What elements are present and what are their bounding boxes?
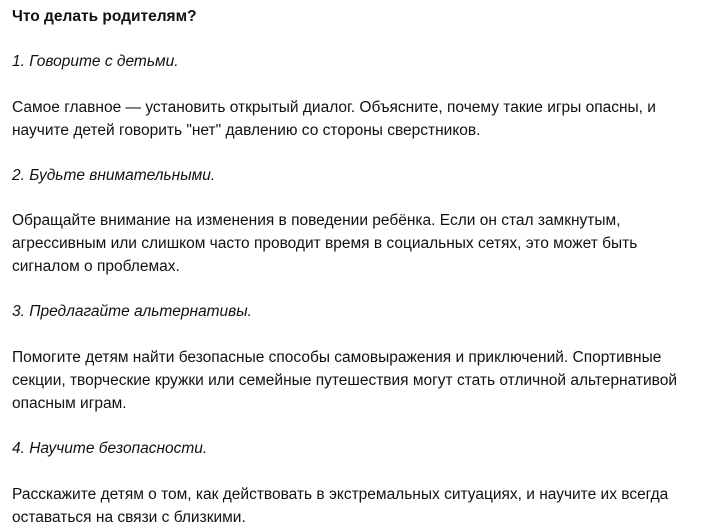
paragraph-line: агрессивным или слишком часто проводит время в социальных сетях, это может быть	[12, 235, 638, 252]
paragraph-line: опасным играм.	[12, 395, 127, 412]
paragraph-talk	[12, 96, 712, 142]
paragraph-line: оставаться на связи с близкими.	[12, 509, 246, 526]
paragraph-line: Обращайте внимание на изменения в поведении ребёнка. Если он стал замкнутым,	[12, 212, 621, 229]
paragraph-line: Самое главное — установить открытый диалог. Объясните, почему такие игры опасны, и	[12, 99, 656, 116]
paragraph-line: секции, творческие кружки или семейные путешествия могут стать отличной альтернативой	[12, 372, 677, 389]
paragraph-line: Помогите детям найти безопасные способы самовыражения и приключений. Спортивные	[12, 349, 662, 366]
subheading-attentive: 2. Будьте внимательными.	[12, 167, 216, 184]
paragraph-safety	[12, 483, 712, 529]
paragraph-attentive	[12, 209, 712, 278]
subheading-alternatives: 3. Предлагайте альтернативы.	[12, 303, 252, 320]
paragraph-alternatives	[12, 346, 712, 415]
paragraph-line: Расскажите детям о том, как действовать в экстремальных ситуациях, и научите их всегда	[12, 486, 669, 503]
subheading-talk: 1. Говорите с детьми.	[12, 53, 179, 70]
section-heading: Что делать родителям?	[12, 8, 197, 25]
paragraph-line: научите детей говорить "нет" давлению со стороны сверстников.	[12, 122, 481, 139]
paragraph-line: сигналом о проблемах.	[12, 258, 180, 275]
subheading-safety: 4. Научите безопасности.	[12, 440, 208, 457]
